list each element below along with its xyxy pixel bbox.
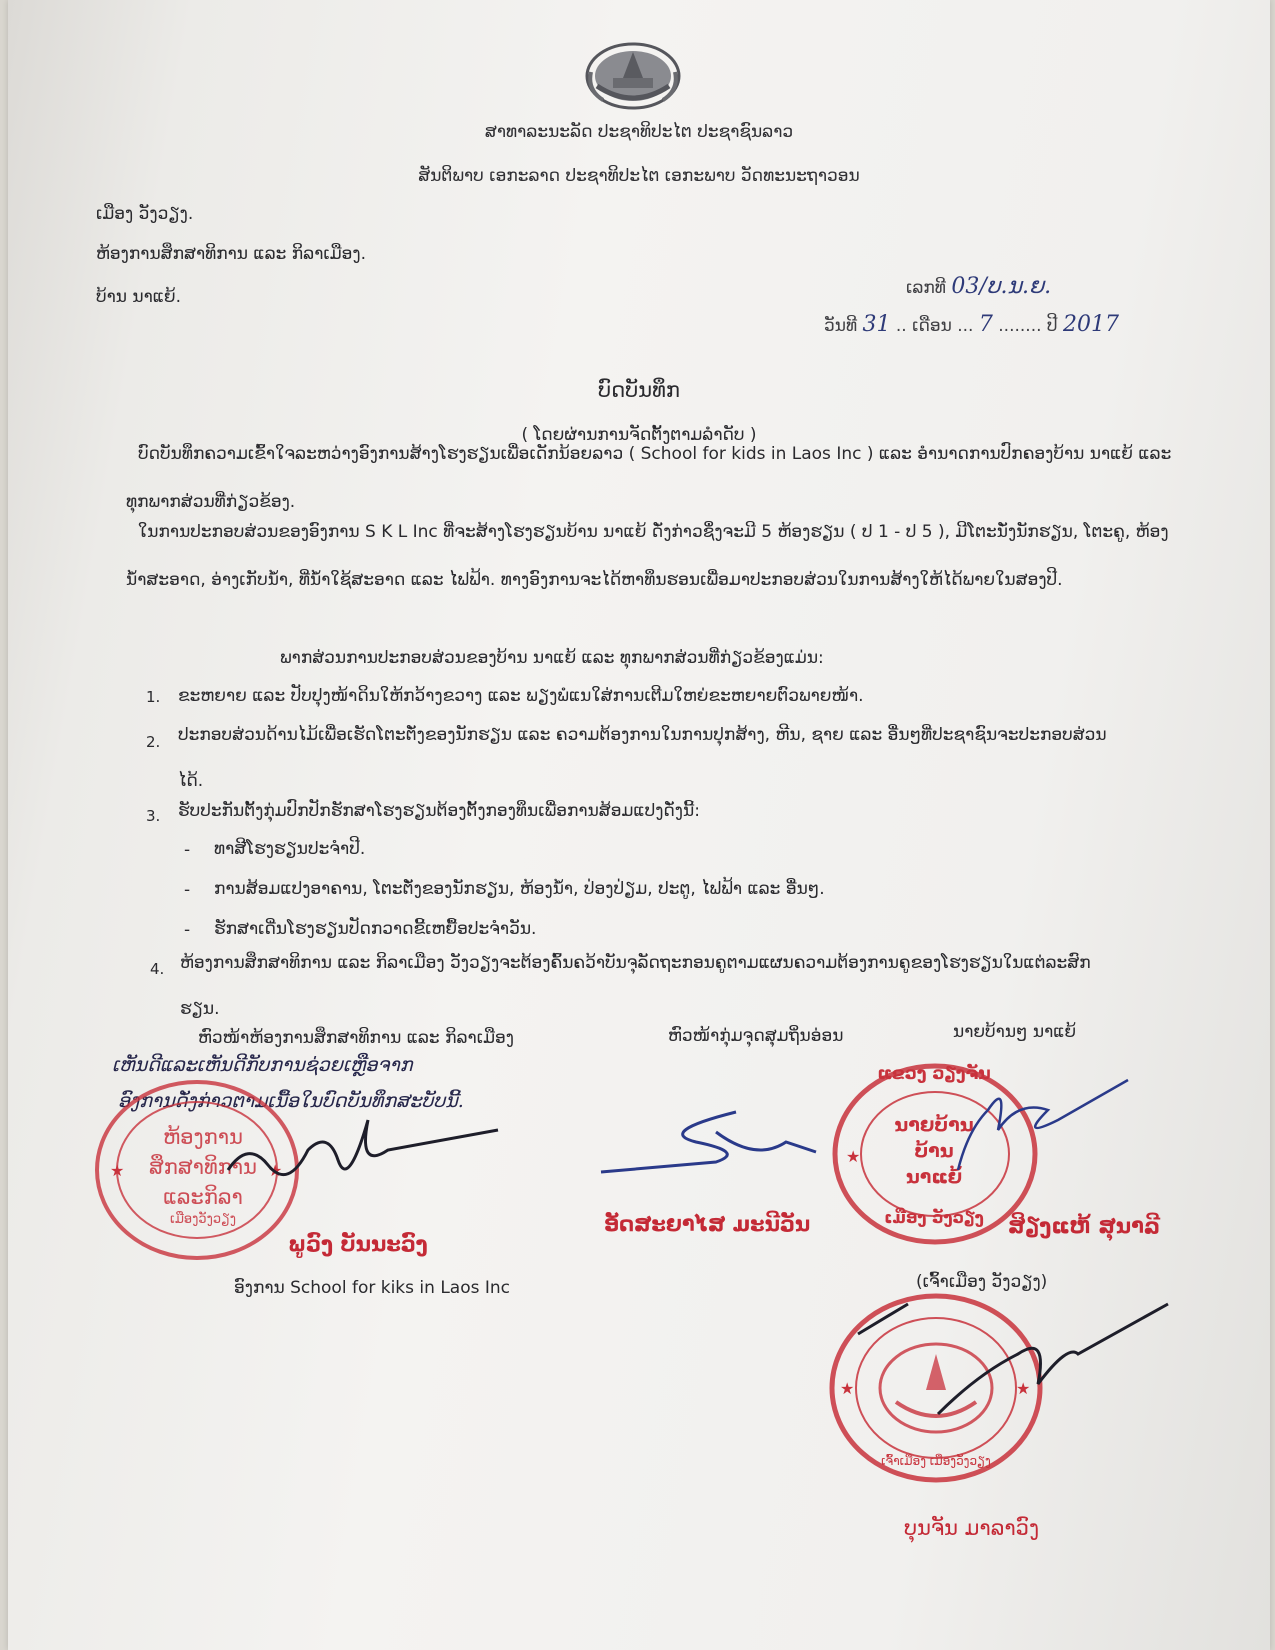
list-item: ຂະຫຍາຍ ແລະ ປັບປຸງໜ້າດິນໃຫ້ກວ້າງຂວາງ ແລະ ພຽງພໍແນໃສ່ການເຕີມໃຫຍ່ຂະຫຍາຍຕົວພາຍໜ້າ. bbox=[178, 686, 864, 706]
date-day: 31 bbox=[862, 312, 891, 337]
village-chief-name: ສິຽງແຫ້ ສຸນາລີ bbox=[1008, 1214, 1161, 1238]
document-page: ສາທາລະນະລັດ ປະຊາທິປະໄຕ ປະຊາຊົນລາວ ສັນຕິພາບ ເອກະລາດ ປະຊາທິປະໄຕ ເອກະພາບ ວັດທະນະຖາວອນ ເມືອງ ວັງວຽງ. ຫ້ອງການສຶກສາທິການ ແລະ ກິລາເມືອງ. ບ້ານ ນາແຍ້. ເລກທີ 03/ບ.ນ.ຍ. ວັນທີ 31 .. ເດືອນ ... 7 ........ ປີ 2017 ບົດບັນທຶກ ( ໂດຍຜ່ານການຈັດຕັ້ງຕາມລຳດັບ ) ບົດບັນທຶກຄວາມເຂົ້າໃຈລະຫວ່າງອົງການສ້າງໂຮງຮຽນເພື່ອເດັກນ້ອຍລາວ ( School for kids in Laos Inc ) ແລະ ອຳນາດການປົກຄອງບ້ານ ນາແຍ້ ແລະ ທຸກພາກສ່ວນທີ່ກ່ຽວຂ້ອງ. ໃນການປະກອບສ່ວນຂອງອົງການ S K L Inc ທີ່ຈະສ້າງໂຮງຮຽນບ້ານ ນາແຍ້ ດັ່ງກ່າວຊຶ່ງຈະມີ 5 ຫ້ອງຮຽນ ( ປ 1 - ປ 5 ), ມີໂຕະນັ່ງນັກຮຽນ, ໂຕະຄູ, ຫ້ອງນ້ຳສະອາດ, ອ່າງເກັບນ້ຳ, ທີ່ນ້ຳໃຊ້ສະອາດ ແລະ ໄຟຟ້າ. ທາງອົງການຈະໄດ້ຫາທຶນຮອນເພື່ອມາປະກອບສ່ວນໃນການສ້າງໃຫ້ໄດ້ພາຍໃນສອງປີ. ພາກສ່ວນການປະກອບສ່ວນຂອງບ້ານ ນາແຍ້ ແລະ ທຸກພາກສ່ວນທີ່ກ່ຽວຂ້ອງແມ່ນ: 1. ຂະຫຍາຍ ແລະ ປັບປຸງໜ້າດິນໃຫ້ກວ້າງຂວາງ ແລະ ພຽງພໍແນໃສ່ການເຕີມໃຫຍ່ຂະຫຍາຍຕົວພາຍໜ້າ. 2. ປະກອບສ່ວນດ້ານໄມ້ເພື່ອເຮັດໂຕະຕັ່ງຂອງນັກຮຽນ ແລະ ຄວາມຕ້ອງການໃນການປຸກສ້າງ, ຫີນ, ຊາຍ ແລະ ອື່ນໆທີ່ປະຊາຊົນຈະປະກອບສ່ວນໄດ້. 3. ຮັບປະກັນຕັ້ງກຸ່ມປົກປັກຮັກສາໂຮງຮຽນຕ້ອງຕັ້ງກອງທຶນເພື່ອການສ້ອມແປງດັ່ງນີ້: - ທາສີໂຮງຮຽນປະຈຳປີ. - ການສ້ອມແປງອາຄານ, ໂຕະຕັ່ງຂອງນັກຮຽນ, ຫ້ອງນ້ຳ, ປ່ອງປ່ຽມ, ປະຕູ, ໄຟຟ້າ ແລະ ອື່ນໆ. - ຮັກສາເດີ່ນໂຮງຮຽນປັດກວາດຂີ້ເຫຍື້ອປະຈຳວັນ. 4. ຫ້ອງການສຶກສາທິການ ແລະ ກິລາເມືອງ ວັງວຽງຈະຕ້ອງຄົ້ນຄວ້າບັນຈຸລັດຖະກອນຄູຕາມແຜນຄວາມຕ້ອງການຄູຂອງໂຮງຮຽນໃນແຕ່ລະສົກຮຽນ. ຫົວໜ້າຫ້ອງການສຶກສາທິການ ແລະ ກິລາເມືອງ ຫົວໜ້າກຸ່ມຈຸດສຸມຖິ່ນອ່ອນ ນາຍບ້ານໆ ນາແຍ້ ເຫັນດີແລະເຫັນດີກັບການຊ່ວຍເຫຼືອຈາກ ອົງການດັ່ງກ່າວຕາມເນື້ອໃນບົດບັນທຶກສະບັບນີ້. ★ ★ ຫ້ອງການ ສຶກສາທິການ ແລະກິລາ ເມືອງວັງວຽງ ພູວົງ ບັນນະວົງ ອົງການ School for kiks in Laos Inc ອັດສະຍາໄສ ມະນີວັນ ★ ແຂວງ ວຽງຈັນ ນາຍບ້ານ ບ້ານ ນາແຍ້ ເມືອງ ວັງວຽງ ສິຽງແຫ້ ສຸນາລີ (ເຈົ້າເມືອງ ວັງວຽງ) ★ ★ ເຈົ້າເມືອງ ເມືອງວັງວຽງ ບຸນຈັນ ມາລາວົງ bbox=[8, 0, 1270, 1650]
organization-label: ອົງການ School for kiks in Laos Inc bbox=[234, 1278, 511, 1298]
paragraph-intro: ບົດບັນທຶກຄວາມເຂົ້າໃຈລະຫວ່າງອົງການສ້າງໂຮງຮຽນເພື່ອເດັກນ້ອຍລາວ ( School for kids in Laos Inc ) ແລະ ອຳນາດການປົກຄອງບ້ານ ນາແຍ້ ແລະ ທຸກພາກສ່ວນທີ່ກ່ຽວຂ້ອງ. bbox=[126, 444, 1172, 512]
list-item: ຫ້ອງການສຶກສາທິການ ແລະ ກິລາເມືອງ ວັງວຽງຈະຕ້ອງຄົ້ນຄວ້າບັນຈຸລັດຖະກອນຄູຕາມແຜນຄວາມຕ້ອງການຄູຂອງໂຮງຮຽນໃນແຕ່ລະສົກຮຽນ. bbox=[180, 953, 1091, 1019]
reference-number-value: 03/ບ.ນ.ຍ. bbox=[951, 274, 1052, 299]
village-chief-label: ນາຍບ້ານໆ ນາແຍ້ bbox=[953, 1022, 1077, 1042]
education-stamp-ring: ເມືອງວັງວຽງ bbox=[169, 1212, 237, 1227]
date-year-label: ປີ bbox=[1046, 316, 1058, 336]
group-head-signature bbox=[596, 1102, 826, 1182]
handwritten-note-line2: ອົງການດັ່ງກ່າວຕາມເນື້ອໃນບົດບັນທຶກສະບັບນີ້. bbox=[118, 1090, 464, 1112]
svg-text:★: ★ bbox=[268, 1161, 283, 1180]
reference-date: ວັນທີ 31 .. ເດືອນ ... 7 ........ ປີ 2017 bbox=[824, 312, 1119, 337]
village-stamp-ring-top: ແຂວງ ວຽງຈັນ bbox=[877, 1064, 991, 1084]
list-item: ຮັບປະກັນຕັ້ງກຸ່ມປົກປັກຮັກສາໂຮງຮຽນຕ້ອງຕັ້ງກອງທຶນເພື່ອການສ້ອມແປງດັ່ງນີ້: bbox=[178, 801, 700, 821]
village-stamp-line3: ນາແຍ້ bbox=[905, 1166, 963, 1188]
date-month-label: ເດືອນ bbox=[912, 316, 952, 336]
item-number: 3. bbox=[146, 807, 161, 825]
sender-office: ຫ້ອງການສຶກສາທິການ ແລະ ກິລາເມືອງ. bbox=[96, 244, 367, 264]
svg-text:★: ★ bbox=[840, 1379, 855, 1398]
education-head-name: ພູວົງ ບັນນະວົງ bbox=[288, 1232, 428, 1256]
national-motto: ສັນຕິພາບ ເອກະລາດ ປະຊາທິປະໄຕ ເອກະພາບ ວັດທະນະຖາວອນ bbox=[418, 166, 860, 186]
paragraph-village-part: ພາກສ່ວນການປະກອບສ່ວນຂອງບ້ານ ນາແຍ້ ແລະ ທຸກພາກສ່ວນທີ່ກ່ຽວຂ້ອງແມ່ນ: bbox=[280, 648, 824, 668]
group-head-name: ອັດສະຍາໄສ ມະນີວັນ bbox=[604, 1212, 811, 1236]
sub-item: ຮັກສາເດີ່ນໂຮງຮຽນປັດກວາດຂີ້ເຫຍື້ອປະຈຳວັນ. bbox=[214, 919, 537, 939]
reference-number-label: ເລກທີ bbox=[906, 278, 946, 298]
item-number: 2. bbox=[146, 733, 161, 751]
paragraph-contribution: ໃນການປະກອບສ່ວນຂອງອົງການ S K L Inc ທີ່ຈະສ້າງໂຮງຮຽນບ້ານ ນາແຍ້ ດັ່ງກ່າວຊຶ່ງຈະມີ 5 ຫ້ອງຮຽນ ( ປ 1 - ປ 5 ), ມີໂຕະນັ່ງນັກຮຽນ, ໂຕະຄູ, ຫ້ອງນ້ຳສະອາດ, ອ່າງເກັບນ້ຳ, ທີ່ນ້ຳໃຊ້ສະອາດ ແລະ ໄຟຟ້າ. ທາງອົງການຈະໄດ້ຫາທຶນຮອນເພື່ອມາປະກອບສ່ວນໃນການສ້າງໃຫ້ໄດ້ພາຍໃນສອງປີ. bbox=[126, 522, 1169, 590]
date-year: 2017 bbox=[1062, 312, 1119, 337]
svg-text:★: ★ bbox=[1016, 1379, 1031, 1398]
governor-stamp-ring: ເຈົ້າເມືອງ ເມືອງວັງວຽງ bbox=[881, 1454, 991, 1468]
date-day-label: ວັນທີ bbox=[824, 316, 858, 336]
education-stamp-line3: ແລະກິລາ bbox=[163, 1185, 243, 1209]
list-item: ປະກອບສ່ວນດ້ານໄມ້ເພື່ອເຮັດໂຕະຕັ່ງຂອງນັກຮຽນ ແລະ ຄວາມຕ້ອງການໃນການປຸກສ້າງ, ຫີນ, ຊາຍ ແລະ ອື່ນໆທີ່ປະຊາຊົນຈະປະກອບສ່ວນໄດ້. bbox=[178, 725, 1107, 791]
village-stamp-line2: ບ້ານ bbox=[914, 1140, 954, 1162]
document-title: ບົດບັນທຶກ bbox=[598, 378, 680, 402]
sub-item: ທາສີໂຮງຮຽນປະຈຳປີ. bbox=[214, 839, 366, 859]
governor-name: ບຸນຈັນ ມາລາວົງ bbox=[904, 1516, 1040, 1540]
governor-label: (ເຈົ້າເມືອງ ວັງວຽງ) bbox=[916, 1272, 1048, 1292]
village-chief-signature bbox=[938, 1070, 1138, 1180]
sub-item: ການສ້ອມແປງອາຄານ, ໂຕະຕັ່ງຂອງນັກຮຽນ, ຫ້ອງນ້ຳ, ປ່ອງປ່ຽມ, ປະຕູ, ໄຟຟ້າ ແລະ ອື່ນໆ. bbox=[214, 879, 825, 899]
document-subtitle: ( ໂດຍຜ່ານການຈັດຕັ້ງຕາມລຳດັບ ) bbox=[521, 425, 757, 445]
lao-emblem-icon bbox=[583, 38, 683, 110]
governor-signature bbox=[848, 1294, 1178, 1424]
reference-number bbox=[906, 274, 1051, 299]
handwritten-note-line1: ເຫັນດີແລະເຫັນດີກັບການຊ່ວຍເຫຼືອຈາກ bbox=[112, 1054, 413, 1076]
sender-village: ບ້ານ ນາແຍ້. bbox=[96, 287, 182, 307]
group-head-label: ຫົວໜ້າກຸ່ມຈຸດສຸມຖິ່ນອ່ອນ bbox=[668, 1026, 844, 1046]
item-number: 4. bbox=[150, 960, 165, 978]
date-month: 7 bbox=[978, 312, 993, 337]
item-number: 1. bbox=[146, 688, 161, 706]
education-head-label: ຫົວໜ້າຫ້ອງການສຶກສາທິການ ແລະ ກິລາເມືອງ bbox=[198, 1028, 514, 1048]
education-head-signature bbox=[218, 1110, 508, 1190]
sender-district: ເມືອງ ວັງວຽງ. bbox=[96, 204, 194, 224]
village-stamp-ring-bottom: ເມືອງ ວັງວຽງ bbox=[884, 1208, 984, 1227]
country-name: ສາທາລະນະລັດ ປະຊາທິປະໄຕ ປະຊາຊົນລາວ bbox=[484, 122, 794, 142]
education-stamp-line2: ສຶກສາທິການ bbox=[149, 1155, 257, 1179]
education-stamp-line1: ຫ້ອງການ bbox=[163, 1125, 243, 1149]
village-stamp-line1: ນາຍບ້ານ bbox=[894, 1114, 974, 1136]
svg-text:★: ★ bbox=[846, 1147, 861, 1166]
svg-text:★: ★ bbox=[110, 1161, 125, 1180]
